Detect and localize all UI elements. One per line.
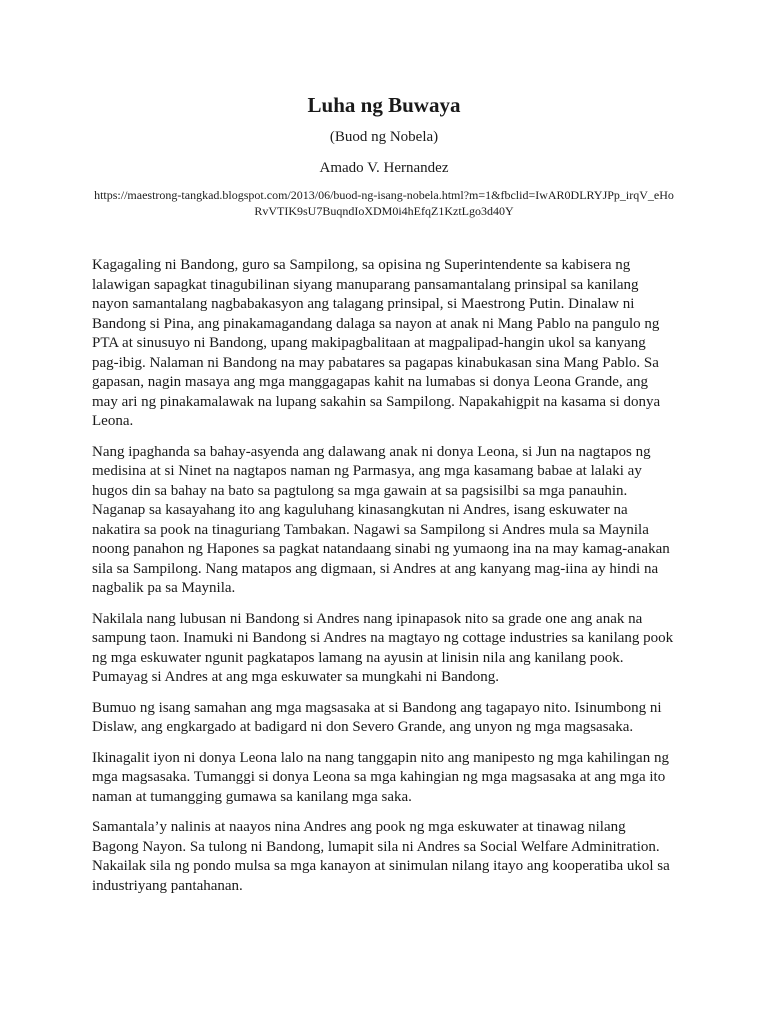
document-author: Amado V. Hernandez	[319, 160, 449, 176]
paragraph: Bumuo ng isang samahan ang mga magsasaka at si Bandong ang tagapayo nito. Isinumbong ni Dislaw, ang engkargado at badigard ni don Severo Grande, ang unyon ng mga magsasaka.	[92, 699, 662, 735]
document-title: Luha ng Buwaya	[307, 93, 461, 117]
paragraph: Samantala’y nalinis at naayos nina Andres ang pook ng mga eskuwater at tinawag nilang Bagong Nayon. Sa tulong ni Bandong, lumapit sila ni Andres sa Social Welfare Adminitration. Nakailak sila ng pondo mulsa sa mga kanayon at sinimulan nilang itayo ang kooperatiba ukol sa industriyang pantahanan.	[92, 819, 670, 894]
document-subtitle: (Buod ng Nobela)	[329, 129, 439, 145]
paragraph: Nakilala nang lubusan ni Bandong si Andres nang ipinapasok nito sa grade one ang anak na sampung taon. Inamuki ni Bandong si Andres na magtayo ng cottage industries sa kanilang pook ng mga eskuwater ngunit pagkatapos lamang na ayusin at linisin nila ang kanilang pook. Pumayag si Andres at ang mga eskuwater sa mungkahi ni Bandong.	[92, 610, 674, 685]
document-body	[92, 256, 676, 907]
paragraph: Kagagaling ni Bandong, guro sa Sampilong, sa opisina ng Superintendente sa kabisera ng lalawigan sapagkat tinagubilinan siyang manuparang pansamantalang prinsipal sa kanilang nayon samantalang nagbabakasyon ang talagang prinsipal, si Maestrong Putin. Dinalaw ni Bandong si Pina, ang pinakamagandang dalaga sa nayon at anak ni Mang Pablo na pangulo ng PTA at sinusuyo ni Bandong, upang makipagbalitaan at magpalipad-hangin ukol sa kanyang pag-ibig. Nalaman ni Bandong na may pabatares sa pagapas kinabukasan sina Mang Pablo. Sa gapasan, nagin masaya ang mga manggagapas kahit na lumabas si donya Leona Grande, ang may ari ng pinakamalawak na lupang sakahin sa Sampilong. Napakahigpit na kasama si donya Leona.	[92, 257, 661, 429]
paragraph: Nang ipaghanda sa bahay-asyenda ang dalawang anak ni donya Leona, si Jun na nagtapos ng medisina at si Ninet na nagtapos naman ng Parmasya, ang mga kasamang babae at lalaki ay hugos din sa bahay na bato sa pagtulong sa mga gawain at sa pagsisilbi sa mga panauhin. Naganap sa kasayahang ito ang kaguluhang kinasangkutan ni Andres, isang eskuwater na nakatira sa pook na tinaguriang Tambakan. Nagawi sa Sampilong si Andres mula sa Maynila noong panahon ng Hapones sa pagkat natandaang sinabi ng yumaong ina na may kamag-anakan sila sa Sampilong. Nang matapos ang digmaan, si Andres at ang kanyang mag-iina ay hindi na nagbalik pa sa Maynila.	[92, 443, 670, 596]
paragraph: Ikinagalit iyon ni donya Leona lalo na nang tanggapin nito ang manipesto ng mga kahilingan ng mga magsasaka. Tumanggi si donya Leona sa mga kahingian ng mga magsasaka at ang mga ito naman at tumangging gumawa sa kanilang mga saka.	[92, 749, 669, 805]
source-url[interactable]: https://maestrong-tangkad.blogspot.com/2013/06/buod-ng-isang-nobela.html?m=1&fbclid=IwAR0DLRYJPp_irqV_eHoRvVTIK9sU7BuqndIoXDM0i4hEfqZ1KztLgo3d40Y	[94, 188, 674, 218]
